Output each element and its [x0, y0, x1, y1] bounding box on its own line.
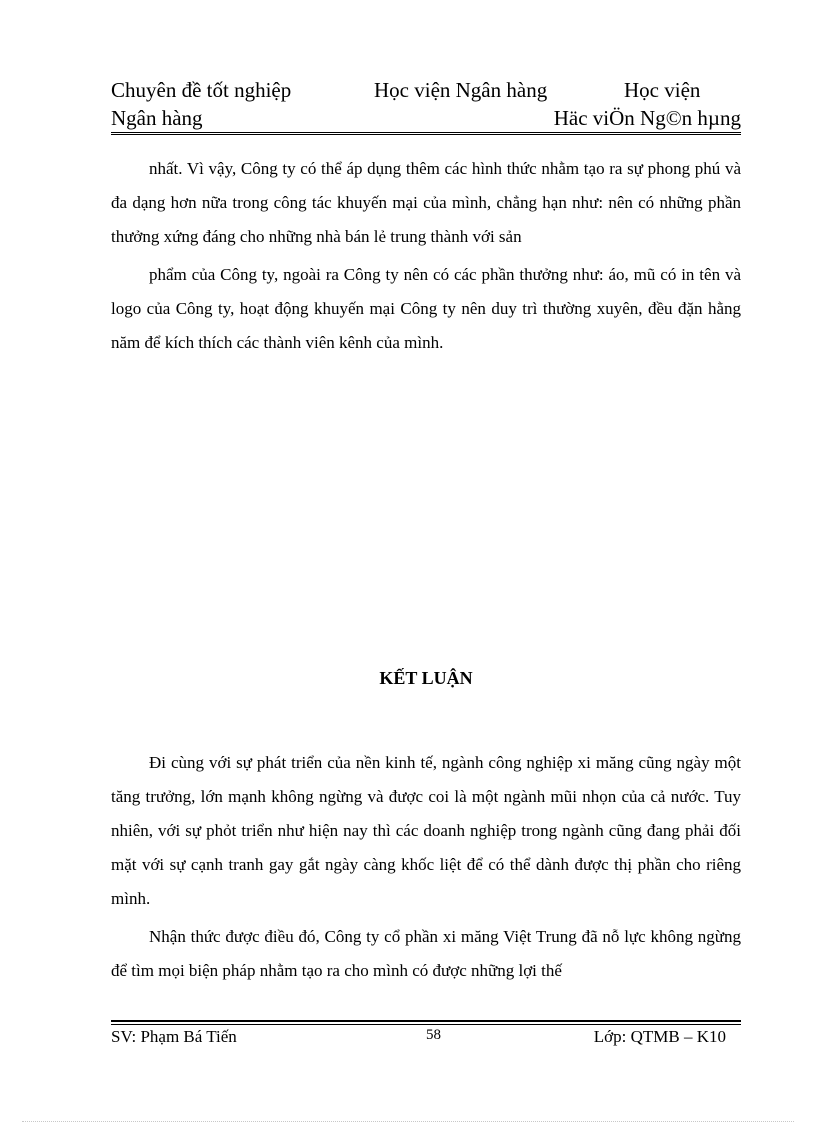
- body-paragraph: phẩm của Công ty, ngoài ra Công ty nên có các phần thưởng như: áo, mũ có in tên và logo của Công ty, hoạt động khuyến mại Công ty nên duy trì thường xuyên, đều đặn hằng năm để kích thích các thành viên kênh của mình.: [111, 265, 741, 352]
- body-paragraph: Đi cùng với sự phát triển của nền kinh tế, ngành công nghiệp xi măng cũng ngày một tăng trưởng, lớn mạnh không ngừng và được coi là một ngành mũi nhọn của cả nước. Tuy nhiên, với sự phỏt triển như hiện nay thì các doanh nghiệp trong ngành cũng đang phải đối mặt với sự cạnh tranh gay gắt ngày càng khốc liệt để có thể dành được thị phần cho riêng mình.: [111, 753, 741, 908]
- header-rule: [111, 132, 741, 135]
- conclusion-text-block: [111, 746, 741, 988]
- header-line-2: [111, 106, 741, 134]
- header-institution-repeat: Học viện: [624, 78, 701, 102]
- header-institution: Học viện Ngân hàng: [374, 78, 548, 102]
- top-text-block: [111, 152, 741, 360]
- page-footer: [111, 1027, 741, 1051]
- footer-class: Lớp: QTMB – K10: [593, 1027, 726, 1046]
- footer-page-number: 58: [426, 1027, 441, 1043]
- page-header: [111, 78, 741, 134]
- body-paragraph: Nhận thức được điều đó, Công ty cổ phần xi măng Việt Trung đã nỗ lực không ngừng để tìm mọi biện pháp nhằm tạo ra cho mình có được những lợi thế: [111, 927, 741, 980]
- header-garbled-institution: Häc viÖn Ng©n hµng: [553, 106, 741, 130]
- header-thesis-title: Chuyên đề tốt nghiệp: [111, 78, 292, 102]
- header-institution-continued: Ngân hàng: [111, 106, 203, 130]
- footer-student-name: SV: Phạm Bá Tiến: [111, 1027, 237, 1046]
- footer-rule: [111, 1020, 741, 1025]
- body-paragraph: nhất. Vì vậy, Công ty có thể áp dụng thêm các hình thức nhằm tạo ra sự phong phú và đa dạng hơn nữa trong công tác khuyến mại của mình, chẳng hạn như: nên có những phần thưởng xứng đáng cho những nhà bán lẻ trung thành với sản: [111, 159, 741, 246]
- header-line-1: [111, 78, 741, 106]
- page-edge-dotted-line: [22, 1121, 794, 1122]
- section-heading: KẾT LUẬN: [379, 668, 473, 688]
